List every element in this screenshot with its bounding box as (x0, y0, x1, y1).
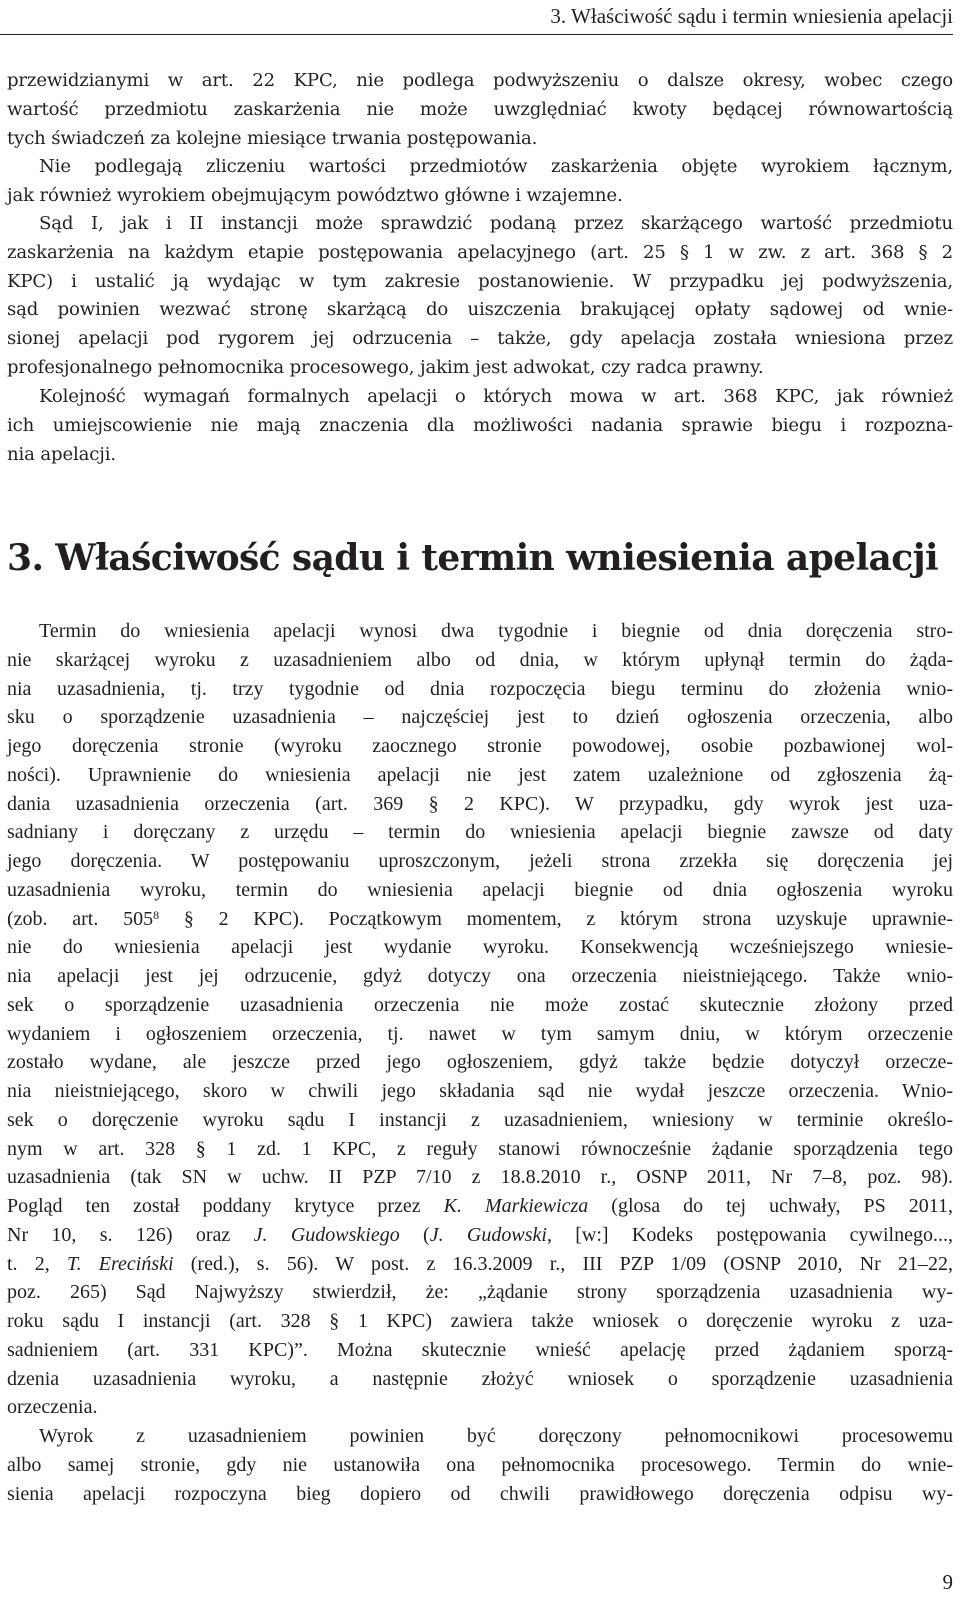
text-line: Nie podlegają zliczeniu wartości przedmiotów zaskarżenia objęte wyrokiem łącznym, (39, 156, 953, 177)
text-line: tych świadczeń za kolejne miesiące trwania postępowania. (7, 127, 538, 149)
author-name: K. Markiewicza (443, 1195, 589, 1217)
text-line: jego doręczenia stronie (wyroku zaocznego stronie powodowej, osobie pozbawionej wol- (7, 735, 953, 757)
text-line: Kolejność wymagań formalnych apelacji o których mowa w art. 368 KPC, jak również (39, 386, 953, 407)
text-line: jak również wyrokiem obejmującym powództwo główne i wzajemne. (7, 184, 623, 206)
text-line: sek o sporządzenie uzasadnienia orzeczenia nie może zostać skutecznie złożony przed (7, 993, 953, 1016)
text-line: sadnieniem (art. 331 KPC)”. Można skutecznie wnieść apelację przed żądaniem sporzą- (7, 1338, 953, 1361)
text-line: albo samej stronie, gdy nie ustanowiła ona pełnomocnika procesowego. Termin do wnie- (7, 1453, 953, 1476)
text-line: nia uzasadnienia, tj. trzy tygodnie od dnia rozpoczęcia biegu terminu do złożenia wnio- (7, 677, 953, 700)
text-line: wydaniem i ogłoszeniem orzeczenia, tj. nawet w tym samym dniu, w którym orzeczenie (7, 1022, 953, 1045)
text-line (7, 1250, 953, 1279)
text-line: nia apelacji jest jej odrzucenie, gdyż dotyczy ona orzeczenia nieistniejącego. Także wnio- (7, 965, 953, 987)
author-name: J. Gudowskiego (253, 1223, 400, 1246)
section-body (7, 617, 953, 1508)
text-line: profesjonalnego pełnomocnika procesowego, jakim jest adwokat, czy radca prawny. (7, 356, 764, 378)
author-name: J. Gudowski (429, 1223, 547, 1246)
text-line: przewidzianymi w art. 22 KPC, nie podlega podwyższeniu o dalsze okresy, wobec czego (7, 70, 953, 91)
running-head-title: 3. Właściwość sądu i termin wniesienia apelacji (550, 4, 953, 28)
text-line: nie skarżącej wyroku z uzasadnieniem albo od dnia, w którym upłynął termin do żąda- (7, 648, 953, 671)
text-line: Sąd I, jak i II instancji może sprawdzić podaną przez skarżącego wartość przedmiotu (39, 213, 953, 234)
text-line: zostało wydane, ale jeszcze przed jego ogłoszeniem, gdyż także będzie dotyczył orzecze- (7, 1051, 953, 1074)
text-line: sionej apelacji pod rygorem jej odrzucenia – także, gdy apelacja została wniesiona przez (7, 328, 953, 350)
text-line: roku sądu I instancji (art. 328 § 1 KPC) zawiera także wniosek o doręczenie wyroku z uza- (7, 1310, 953, 1332)
text-line: Wyrok z uzasadnieniem powinien być doręczony pełnomocnikowi procesowemu (39, 1425, 953, 1447)
page-number: 9 (942, 1570, 953, 1594)
text-line: sąd powinien wezwać stronę skarżącą do uiszczenia brakującej opłaty sądowej od wnie- (7, 299, 953, 321)
text-line: dania uzasadnienia orzeczenia (art. 369 § 2 KPC). W przypadku, gdy wyrok jest uza- (7, 792, 953, 815)
section-paragraph-1 (7, 617, 953, 1422)
text-line (7, 1221, 953, 1250)
text-run: (zob. art. 505 (7, 907, 154, 930)
running-head (0, 0, 953, 35)
text-line: sienia apelacji rozpoczyna bieg dopiero od chwili prawidłowego doręczenia odpisu wy- (7, 1482, 953, 1505)
text-line: uzasadnienia wyroku, termin do wniesienia apelacji biegnie od dnia ogłoszenia wyroku (7, 878, 953, 901)
continuation-paragraph-3 (7, 210, 953, 383)
section-sign: § (183, 907, 194, 930)
section-paragraph-2 (7, 1422, 953, 1508)
author-name: T. Ereciński (66, 1252, 174, 1275)
text-line: Termin do wniesienia apelacji wynosi dwa tygodnie i biegnie od dnia doręczenia stro- (39, 620, 953, 642)
text-line: ności). Uprawnienie do wniesienia apelacji nie jest zatem uzależnione od zgłoszenia żą- (7, 763, 953, 786)
section-heading: 3. Właściwość sądu i termin wniesienia apelacji (7, 537, 939, 579)
continuation-paragraph-2 (7, 153, 953, 211)
text-run: , [w:] Kodeks postępowania cywilnego..., (546, 1223, 953, 1246)
continuation-paragraph-4 (7, 383, 953, 469)
text-line (7, 905, 953, 934)
text-line: nie do wniesienia apelacji jest wydanie wyroku. Konsekwencją wcześniejszego wniesie- (7, 936, 953, 959)
superscript: 8 (153, 907, 160, 922)
text-line: uzasadnienia (tak SN w uchw. II PZP 7/10 z 18.8.2010 r., OSNP 2011, Nr 7–8, poz. 98). (7, 1166, 953, 1189)
text-line: KPC) i ustalić ją wydając w tym zakresie postanowienie. W przypadku jej podwyższenia, (7, 270, 953, 292)
text-run: t. 2, (7, 1252, 67, 1275)
text-run: 2 KPC). Początkowym momentem, z którym strona uzyskuje uprawnie- (193, 907, 953, 930)
text-line: poz. 265) Sąd Najwyższy stwierdził, że: „żądanie strony sporządzenia uzasadnienia wy- (7, 1281, 953, 1304)
text-line: dzenia uzasadnienia wyroku, a następnie złożyć wniosek o sporządzenie uzasadnienia (7, 1367, 953, 1390)
text-line: orzeczenia. (7, 1396, 98, 1419)
text-line (7, 1192, 953, 1221)
text-line: ich umiejscowienie nie mają znaczenia dla możliwości nadania sprawie biegu i rozpozna- (7, 414, 953, 436)
text-run: Pogląd ten został poddany krytyce przez (7, 1195, 444, 1217)
text-run: ( (399, 1223, 430, 1246)
text-run: (red.), s. 56). W post. z 16.3.2009 r., III PZP 1/09 (OSNP 2010, Nr 21–22, (173, 1252, 954, 1275)
text-line: jego doręczenia. W postępowaniu uproszczonym, jeżeli strona zrzekła się doręczenia jej (7, 850, 953, 872)
text-line: sek o doręczenie wyroku sądu I instancji z uzasadnieniem, wniesiony w terminie określo- (7, 1108, 953, 1131)
text-run: Nr 10, s. 126) oraz (7, 1223, 254, 1246)
text-line: nym w art. 328 § 1 zd. 1 KPC, z reguły stanowi równocześnie żądanie sporządzenia tego (7, 1137, 953, 1160)
text-run: (glosa do tej uchwały, PS 2011, (588, 1195, 954, 1217)
text-line: nia apelacji. (7, 443, 116, 465)
text-line: nia nieistniejącego, skoro w chwili jego składania sąd nie wydał jeszcze orzeczenia. Wnio- (7, 1080, 953, 1102)
text-line: wartość przedmiotu zaskarżenia nie może uwzględniać kwoty będącej równowartością (7, 98, 953, 120)
text-line: zaskarżenia na każdym etapie postępowania apelacyjnego (art. 25 § 1 w zw. z art. 368 § 2 (7, 241, 953, 263)
text-line: sku o sporządzenie uzasadnienia – najczęściej jest to dzień ogłoszenia orzeczenia, albo (7, 706, 953, 729)
text-line: sadniany i doręczany z urzędu – termin do wniesienia apelacji biegnie zawsze od daty (7, 821, 953, 844)
continuation-paragraph-1 (7, 67, 953, 153)
